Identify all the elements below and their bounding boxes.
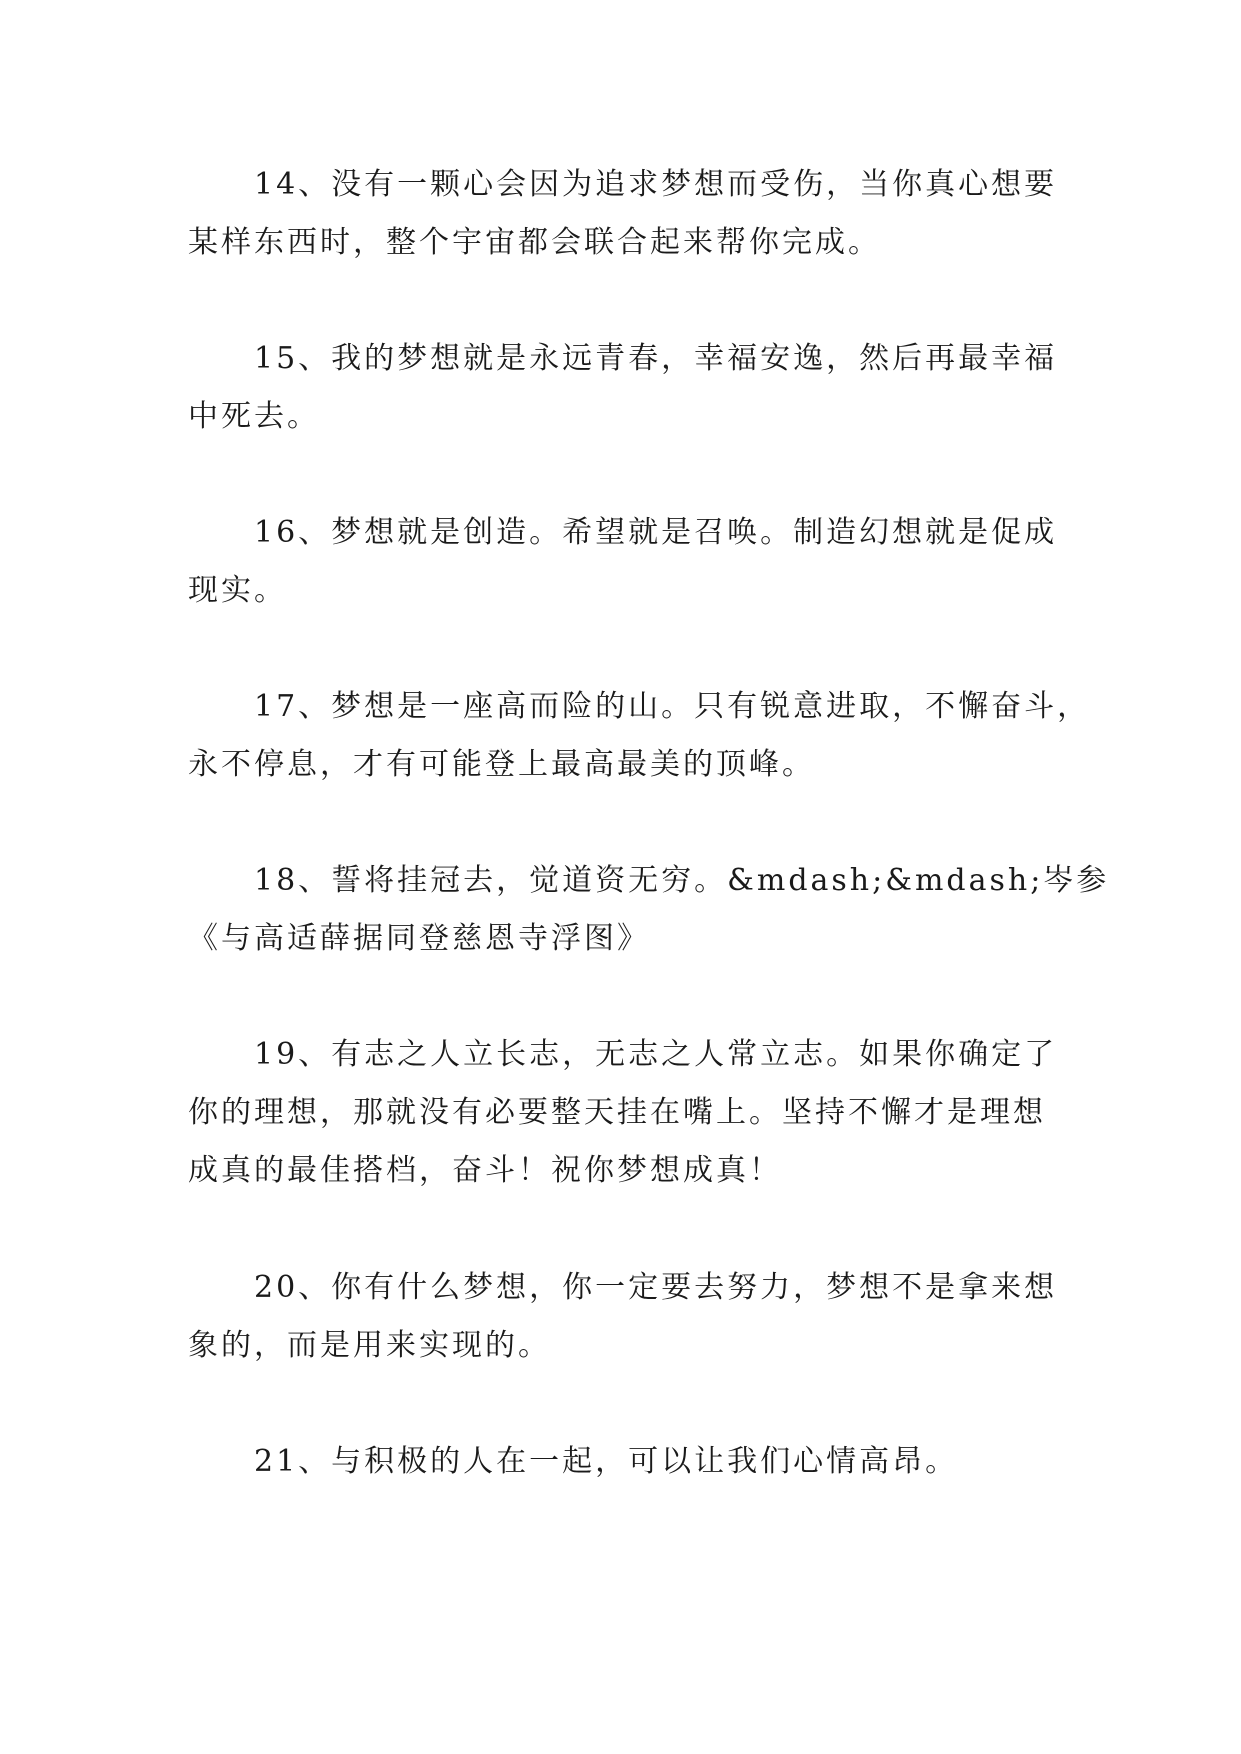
paragraph-line: 象的，而是用来实现的。 — [188, 1328, 551, 1363]
paragraph-17 — [188, 678, 1091, 794]
paragraph-15 — [188, 330, 1060, 446]
paragraph-18 — [188, 852, 1110, 968]
paragraph-line: 永不停息，才有可能登上最高最美的顶峰。 — [188, 747, 815, 782]
paragraph-line: 21、与积极的人在一起，可以让我们心情高昂。 — [254, 1444, 959, 1479]
paragraph-14 — [188, 156, 1060, 272]
paragraph-line: 14、没有一颗心会因为追求梦想而受伤，当你真心想要 — [254, 167, 1058, 202]
paragraph-line: 《与高适薛据同登慈恩寺浮图》 — [188, 921, 650, 956]
paragraph-line: 15、我的梦想就是永远青春，幸福安逸，然后再最幸福 — [254, 341, 1058, 376]
paragraph-20 — [188, 1259, 1060, 1375]
paragraph-line: 19、有志之人立长志，无志之人常立志。如果你确定了 — [254, 1037, 1058, 1072]
paragraph-line: 20、你有什么梦想，你一定要去努力，梦想不是拿来想 — [254, 1270, 1058, 1305]
paragraph-21 — [188, 1433, 1060, 1491]
paragraph-line: 16、梦想就是创造。希望就是召唤。制造幻想就是促成 — [254, 515, 1058, 550]
paragraph-line: 某样东西时，整个宇宙都会联合起来帮你完成。 — [188, 225, 881, 260]
paragraph-line: 现实。 — [188, 573, 287, 608]
paragraph-19 — [188, 1026, 1060, 1200]
paragraph-line: 中死去。 — [188, 399, 320, 434]
paragraph-line: 17、梦想是一座高而险的山。只有锐意进取，不懈奋斗， — [254, 689, 1091, 724]
paragraph-line: 成真的最佳搭档，奋斗！祝你梦想成真！ — [188, 1153, 782, 1188]
paragraph-line: 18、誓将挂冠去，觉道资无穷。&mdash;&mdash;岑参 — [254, 863, 1110, 898]
paragraph-line: 你的理想，那就没有必要整天挂在嘴上。坚持不懈才是理想 — [188, 1095, 1046, 1130]
paragraph-16 — [188, 504, 1060, 620]
